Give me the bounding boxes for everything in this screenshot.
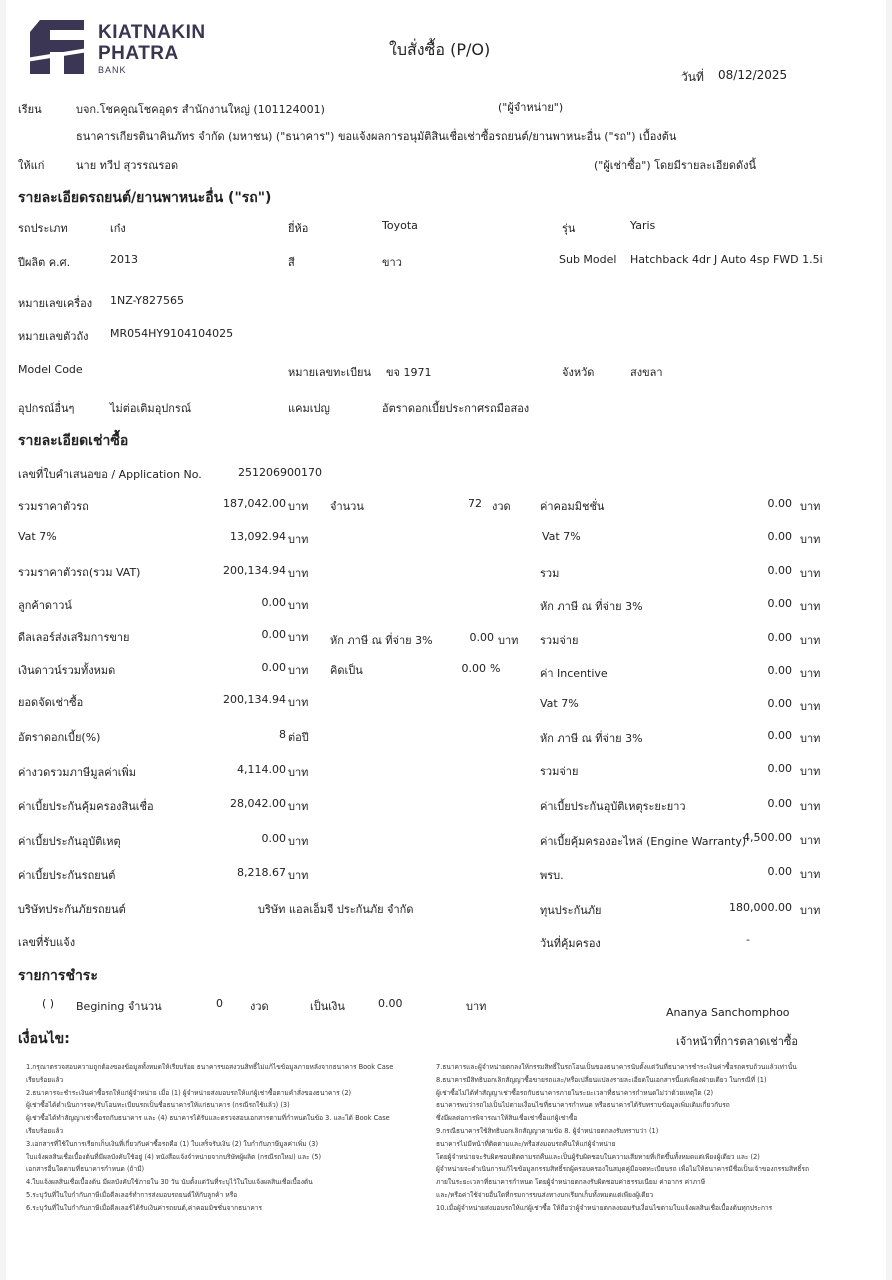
accessory-label: อุปกรณ์อื่นๆ [18, 402, 75, 415]
condition-line: และ/หรือค่าใช้จ่ายอื่นใดที่กรมการขนส่งทางบกเรียกเก็บทั้งหมดแต่เพียงผู้เดียว [436, 1190, 654, 1199]
bank-logo-icon [26, 18, 88, 76]
lease-left-value: 187,042.00 [223, 497, 286, 510]
lease-left-label: ดีลเลอร์ส่งเสริมการขาย [18, 631, 130, 644]
lease-mid-value: 0.00 [469, 631, 494, 644]
engine-number-label: หมายเลขเครื่อง [18, 297, 93, 310]
lease-left-unit: บาท [288, 631, 309, 644]
payment-heading: รายการชำระ [18, 968, 98, 984]
vehicle-submodel-label: Sub Model [559, 253, 617, 266]
lease-right-label: หัก ภาษี ณ ที่จ่าย 3% [540, 600, 643, 613]
lease-right-value: 0.00 [767, 597, 792, 610]
plate-value: ขจ 1971 [386, 366, 432, 379]
lease-left-unit: บาท [288, 696, 309, 709]
begin-label: Begining จำนวน [76, 1000, 162, 1013]
logo-line-3: BANK [98, 65, 127, 75]
amount-label: เป็นเงิน [310, 1000, 345, 1013]
conditions-heading: เงื่อนไข: [18, 1031, 70, 1047]
vehicle-model-label: รุ่น [562, 222, 576, 235]
accessory-value: ไม่ต่อเติมอุปกรณ์ [110, 402, 192, 415]
model-code-label: Model Code [18, 363, 83, 376]
lease-left-unit: บาท [288, 533, 309, 546]
condition-line: ผู้เช่าซื้อได้ดำเนินการจด/รับโอนทะเบียนรถเป็นชื่อธนาคารให้แก่ธนาคาร (กรณีรถใช้แล้ว) (3) [26, 1101, 290, 1110]
lease-right-value: 4,500.00 [743, 831, 792, 844]
lease-right-unit: บาท [800, 765, 821, 778]
condition-line: ซึ่งมีผลต่อการพิจารณาให้สินเชื่อเช่าซื้อแก่ผู้เช่าซื้อ [436, 1114, 578, 1123]
bank-logo-text [98, 22, 206, 76]
date-label: วันที่ [681, 70, 704, 84]
chassis-number-label: หมายเลขตัวถัง [18, 330, 89, 343]
lease-left-label: รวมราคาตัวรถ [18, 500, 89, 513]
lease-left-unit: บาท [288, 869, 309, 882]
campaign-value: อัตราดอกเบี้ยประกาศรถมือสอง [382, 402, 530, 415]
condition-line: 7.ธนาคารและผู้จำหน่ายตกลงให้กรรมสิทธิ์ในรถโอนเป็นของธนาคารนับตั้งแต่วันที่ธนาคารชำระเงินค่าซื้อรถครบถ้วนแล้วเท่านั้น [436, 1063, 797, 1071]
condition-line: 8.ธนาคารมีสิทธิบอกเลิกสัญญาซื้อขายรถและ/หรือเปลี่ยนแปลงรายละเอียดในเอกสารนี้แต่เพียงฝ่ายเดียว ในกรณีที่ (1) [436, 1075, 767, 1084]
lease-heading: รายละเอียดเช่าซื้อ [18, 433, 129, 449]
amount-value: 0.00 [378, 997, 403, 1010]
lease-left-unit: บาท [288, 567, 309, 580]
to-value: บจก.โชคคูณโชคอุดร สำนักงานใหญ่ (101124001) [76, 103, 325, 116]
lease-mid-unit: งวด [492, 500, 511, 513]
lease-left-value: 4,114.00 [237, 763, 286, 776]
conditions-right-column [436, 1061, 809, 1215]
vehicle-brand-label: ยี่ห้อ [288, 222, 309, 235]
lease-right-label: ค่าคอมมิชชั่น [540, 500, 605, 513]
lease-mid-label: คิดเป็น [330, 664, 363, 677]
coverage-date-value: - [746, 933, 750, 946]
province-label: จังหวัด [562, 366, 595, 379]
give-label: ให้แก่ [18, 159, 45, 172]
condition-line: เอกสารอื่นใดตามที่ธนาคารกำหนด (ถ้ามี) [26, 1165, 145, 1174]
sum-insured-value: 180,000.00 [729, 901, 792, 914]
give-role: ("ผู้เช่าซื้อ") โดยมีรายละเอียดดังนี้ [594, 159, 757, 172]
lease-left-value: 8,218.67 [237, 866, 286, 879]
vehicle-color-value: ขาว [382, 256, 402, 269]
condition-line: 6.ระบุวันที่ในใบกำกับภาษีเมื่อดีลเลอร์ได้รับเงินค่ารถยนต์,ค่าคอมมิชชั่นจากธนาคาร [26, 1203, 262, 1212]
lease-left-label: เงินดาวน์รวมทั้งหมด [18, 664, 116, 677]
lease-left-value: 0.00 [261, 832, 286, 845]
lease-left-value: 0.00 [261, 628, 286, 641]
vehicle-model-value: Yaris [630, 219, 656, 232]
lease-left-label: ค่าเบี้ยประกันรถยนต์ [18, 869, 116, 882]
insurer-label: บริษัทประกันภัยรถยนต์ [18, 903, 126, 916]
lease-right-value: 0.00 [767, 697, 792, 710]
lease-right-label: Vat 7% [542, 530, 581, 543]
lease-left-label: ยอดจัดเช่าซื้อ [18, 696, 84, 709]
lease-left-value: 0.00 [261, 596, 286, 609]
lease-left-unit: บาท [288, 500, 309, 513]
lease-left-unit: บาท [288, 664, 309, 677]
lease-right-unit: บาท [800, 500, 821, 513]
lease-right-value: 0.00 [767, 865, 792, 878]
conditions-left-column [26, 1061, 393, 1215]
lease-left-value: 28,042.00 [230, 797, 286, 810]
condition-line: 5.ระบุวันที่ในใบกำกับภาษีเมื่อดีลเลอร์ทำการส่งมอบรถยนต์ให้กับลูกค้า หรือ [26, 1190, 238, 1199]
application-number-value: 251206900170 [238, 466, 322, 479]
lease-right-label: ค่าเบี้ยประกันอุบัติเหตุระยะยาว [540, 800, 686, 813]
lease-right-label: รวมจ่าย [540, 634, 579, 647]
officer-role: เจ้าหน้าที่การตลาดเช่าซื้อ [676, 1035, 799, 1048]
officer-name: Ananya Sanchomphoo [666, 1006, 790, 1019]
condition-line: 9.กรณีธนาคารใช้สิทธิบอกเลิกสัญญาตามข้อ 8. ผู้จำหน่ายตกลงรับทราบว่า (1) [436, 1126, 659, 1135]
lease-right-label: รวมจ่าย [540, 765, 579, 778]
lease-left-value: 0.00 [261, 661, 286, 674]
lease-right-unit: บาท [800, 667, 821, 680]
payment-checkbox[interactable]: ( ) [42, 997, 55, 1010]
lease-left-unit: บาท [288, 599, 309, 612]
notify-number-label: เลขที่รับแจ้ง [18, 936, 76, 949]
lease-right-value: 0.00 [767, 564, 792, 577]
lease-mid-value: 0.00 [461, 662, 486, 675]
lease-right-unit: บาท [800, 700, 821, 713]
lease-left-label: อัตราดอกเบี้ย(%) [18, 731, 101, 744]
condition-line: เรียบร้อยแล้ว [26, 1126, 64, 1135]
lease-right-label: หัก ภาษี ณ ที่จ่าย 3% [540, 732, 643, 745]
lease-right-value: 0.00 [767, 797, 792, 810]
coverage-date-label: วันที่คุ้มครอง [540, 937, 601, 950]
lease-mid-label: จำนวน [330, 500, 364, 513]
campaign-label: แคมเปญ [288, 402, 330, 415]
lease-left-value: 8 [279, 728, 286, 741]
vehicle-brand-value: Toyota [382, 219, 418, 232]
lease-left-label: ค่าเบี้ยประกันคุ้มครองสินเชื่อ [18, 800, 154, 813]
purchase-order-document [6, 0, 886, 1280]
lease-right-unit: บาท [800, 834, 821, 847]
lease-right-unit: บาท [800, 533, 821, 546]
application-number-label: เลขที่ใบคำเสนอขอ / Application No. [18, 468, 202, 481]
lease-right-value: 0.00 [767, 762, 792, 775]
lease-right-value: 0.00 [767, 631, 792, 644]
lease-left-label: ค่างวดรวมภาษีมูลค่าเพิ่ม [18, 766, 137, 779]
condition-line: ใบแจ้งผลสินเชื่อเบื้องต้นที่มีผลบังคับใช้อยู่ (4) หนังสือแจ้งจำหน่ายจากบริษัทผู้ผลิต (กรณีรถใหม่) และ (5) [26, 1152, 322, 1161]
lease-left-label: ลูกค้าดาวน์ [18, 599, 72, 612]
amount-unit: บาท [466, 1000, 487, 1013]
lease-right-unit: บาท [800, 634, 821, 647]
condition-line: ธนาคารพบว่ารถไม่เป็นไปตามเงื่อนไขที่ธนาคารกำหนด หรือธนาคารได้รับทราบข้อมูลเพิ่มเติมเกี่ยวกับรถ [436, 1101, 730, 1110]
vehicle-type-label: รถประเภท [18, 222, 68, 235]
condition-line: ผู้จำหน่ายจะดำเนินการแก้ไขข้อมูลกรรมสิทธิ์รถผู้ครอบครองในสมุดคู่มือจดทะเบียนรถ เพื่อไม่ให้ธนาคารมีชื่อเป็นเจ้าของกรรมสิทธิ์รถ [436, 1165, 809, 1174]
sum-insured-unit: บาท [800, 904, 821, 917]
vehicle-year-value: 2013 [110, 253, 138, 266]
lease-right-label: รวม [540, 567, 560, 580]
lease-left-value: 13,092.94 [230, 530, 286, 543]
lease-right-value: 0.00 [767, 530, 792, 543]
condition-line: ภายในระยะเวลาที่ธนาคารกำหนด โดยผู้จำหน่ายตกลงรับผิดชอบค่าธรรมเนียม ค่าอากร ค่าภาษี [436, 1178, 706, 1187]
condition-line: ธนาคารไม่มีหน้าที่ติดตามและ/หรือส่งมอบรถคืนให้แก่ผู้จำหน่าย [436, 1139, 616, 1148]
condition-line: ผู้เช่าซื้อไม่ได้ทำสัญญาเช่าซื้อรถกับธนาคารภายในระยะเวลาที่ธนาคารกำหนดไม่ว่าด้วยเหตุใด (2) [436, 1088, 714, 1097]
lease-right-label: ค่า Incentive [540, 667, 608, 680]
lease-left-label: รวมราคาตัวรถ(รวม VAT) [18, 566, 141, 579]
condition-line: 1.กรุณาตรวจสอบความถูกต้องของข้อมูลทั้งหมดให้เรียบร้อย ธนาคารขอสงวนสิทธิ์ไม่แก้ไขข้อมูลภายหลังจากธนาคาร Book Case [26, 1063, 394, 1071]
lease-right-value: 0.00 [767, 729, 792, 742]
sum-insured-label: ทุนประกันภัย [540, 904, 602, 917]
condition-line: ผู้เช่าซื้อได้ทำสัญญาเช่าซื้อรถกับธนาคาร และ (4) ธนาคารได้รับและตรวจสอบเอกสารตามที่กำหนดในข้อ 3. และได้ Book Case [26, 1114, 390, 1123]
condition-line: 4.ใบแจ้งผลสินเชื่อเบื้องต้น มีผลบังคับใช้ภายใน 30 วัน นับตั้งแต่วันที่ระบุไว้ในใบแจ้งผลสินเชื่อเบื้องต้น [26, 1178, 313, 1187]
lease-mid-unit: บาท [498, 634, 519, 647]
vehicle-submodel-value: Hatchback 4dr J Auto 4sp FWD 1.5i [630, 253, 823, 266]
condition-line: โดยผู้จำหน่ายจะรับผิดชอบติดตามรถคืนและเป็นผู้รับผิดชอบในความเสียหายที่เกิดขึ้นทั้งหมดแต่เพียงผู้เดียว และ (2) [436, 1152, 760, 1161]
lease-right-unit: บาท [800, 732, 821, 745]
intro-text: ธนาคารเกียรตินาคินภัทร จำกัด (มหาชน) ("ธนาคาร") ขอแจ้งผลการอนุมัติสินเชื่อเช่าซื้อรถยนต์/ยานพาหนะอื่น ("รถ") เบื้องต้น [76, 130, 677, 143]
chassis-number-value: MR054HY9104104025 [110, 327, 234, 340]
insurer-value: บริษัท แอลเอ็มจี ประกันภัย จำกัด [258, 903, 414, 916]
lease-mid-label: หัก ภาษี ณ ที่จ่าย 3% [330, 634, 433, 647]
lease-left-value: 200,134.94 [223, 693, 286, 706]
begin-count: 0 [216, 997, 223, 1010]
lease-mid-value: 72 [468, 497, 482, 510]
province-value: สงขลา [630, 366, 663, 379]
lease-right-label: พรบ. [540, 869, 564, 882]
condition-line: 10.เมื่อผู้จำหน่ายส่งมอบรถให้แก่ผู้เช่าซื้อ ให้ถือว่าผู้จำหน่ายตกลงยอมรับเงื่อนไขตามใบแจ้งผลสินเชื่อเบื้องต้นทุกประการ [436, 1203, 773, 1212]
logo-line-2: PHATRA [98, 43, 179, 64]
lease-right-value: 0.00 [767, 664, 792, 677]
lease-mid-unit: % [490, 662, 501, 675]
lease-right-unit: บาท [800, 868, 821, 881]
count-unit: งวด [250, 1000, 269, 1013]
date-value: 08/12/2025 [718, 68, 788, 82]
document-title: ใบสั่งซื้อ (P/O) [389, 40, 491, 59]
give-value: นาย ทวีป สุวรรณรอด [76, 159, 179, 172]
to-label: เรียน [18, 103, 42, 116]
condition-line: 2.ธนาคารจะชำระเงินค่าซื้อรถให้แก่ผู้จำหน่าย เมื่อ (1) ผู้จำหน่ายส่งมอบรถให้แก่ผู้เช่าซื้อตามคำสั่งของธนาคาร (2) [26, 1088, 352, 1097]
vehicle-heading: รายละเอียดรถยนต์/ยานพาหนะอื่น ("รถ") [18, 190, 272, 206]
engine-number-value: 1NZ-Y827565 [110, 294, 184, 307]
vehicle-color-label: สี [288, 256, 295, 269]
lease-right-label: Vat 7% [540, 697, 579, 710]
lease-left-unit: ต่อปี [288, 731, 309, 744]
lease-right-value: 0.00 [767, 497, 792, 510]
plate-label: หมายเลขทะเบียน [288, 366, 372, 379]
lease-right-label: ค่าเบี้ยคุ้มครองอะไหล่ (Engine Warranty) [540, 835, 747, 848]
lease-left-unit: บาท [288, 800, 309, 813]
lease-left-value: 200,134.94 [223, 564, 286, 577]
vehicle-type-value: เก๋ง [110, 222, 126, 235]
condition-line: เรียบร้อยแล้ว [26, 1075, 64, 1084]
lease-left-unit: บาท [288, 766, 309, 779]
lease-right-unit: บาท [800, 800, 821, 813]
to-role: ("ผู้จำหน่าย") [498, 101, 564, 114]
condition-line: 3.เอกสารที่ใช้ในการเรียกเก็บเงินที่เกี่ยวกับค่าซื้อรถคือ (1) ใบเสร็จรับเงิน (2) ใบกำกับภาษีมูลค่าเพิ่ม (3) [26, 1139, 319, 1148]
logo-line-1: KIATNAKIN [98, 22, 206, 43]
lease-right-unit: บาท [800, 567, 821, 580]
lease-left-unit: บาท [288, 835, 309, 848]
lease-right-unit: บาท [800, 600, 821, 613]
vehicle-year-label: ปีผลิต ค.ศ. [18, 256, 71, 269]
lease-left-label: ค่าเบี้ยประกันอุบัติเหตุ [18, 835, 121, 848]
lease-left-label: Vat 7% [18, 530, 57, 543]
